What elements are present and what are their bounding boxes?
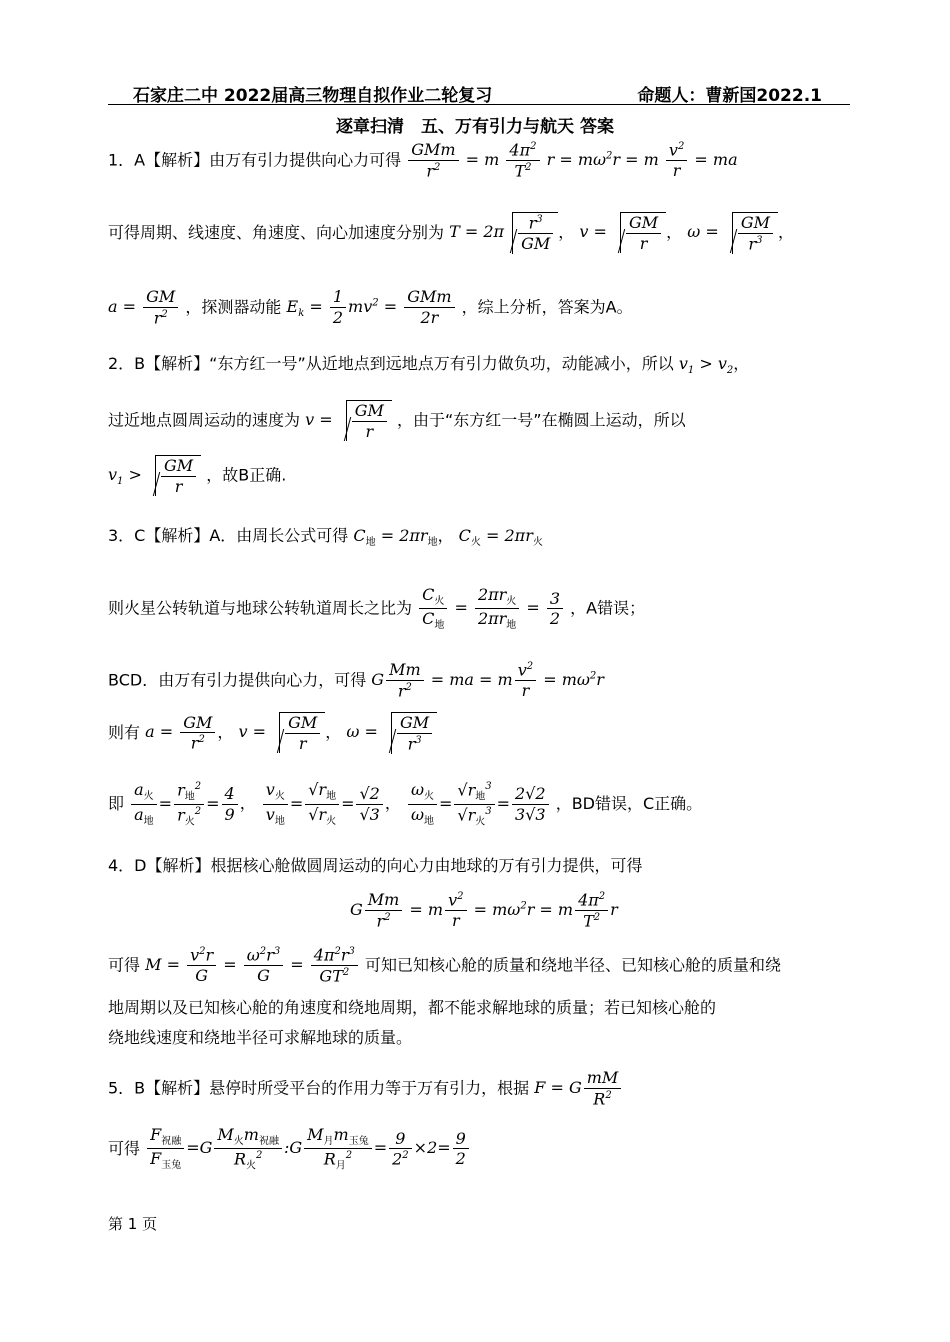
- page-footer: 第 1 页: [108, 1215, 158, 1233]
- q4-formula: G $\frac{Mm}{r^2}$ = m $\frac{v^2}{r}$ = $m\omega^2r = m$ $\frac{4\pi^2}{T^2}$ r: [350, 890, 618, 931]
- q4-line5: 绕地线速度和绕地半径可求解地球的质量。: [108, 1028, 413, 1047]
- q4-line1: 4．D【解析】根据核心舱做圆周运动的向心力由地球的万有引力提供，可得: [108, 856, 643, 875]
- header-right: 命题人：曹新国2022.1: [637, 86, 822, 106]
- q1-line2: 可得周期、线速度、角速度、向心加速度分别为 T = 2π $\frac{r^3}{GM}$ ， v = $\frac{GM}{r}$ ， ω = $\frac{GM}{r^3}$ ，: [108, 213, 795, 253]
- page-header: [108, 78, 850, 105]
- formula: $\frac{\text{GMm}}{r^2}$ = m $\frac{4\pi^2}{T^2}$ $r = m\omega^2r = m$ $\frac{v^2}{r}$ = ma: [406, 150, 737, 169]
- q2-line3: $v_1$ > $\frac{GM}{r}$ ，故B正确.: [108, 456, 287, 496]
- q3-line5: 即 $\frac{a_火}{a_地}$ = $\frac{r_地^2}{r_火^2}$ = $\frac{4}{9}$ ， $\frac{v_火}{v_地}$ = $\frac{√r_地}{√r_火}$ = $\frac{√2}{√3}$ ， $\frac{\omega_火}{\omega_地}$ = $\frac{√r_地^3}{√r_火^3}$ = $\frac{2√2}{3√3}$ ，BD错误，C正确。: [108, 780, 703, 828]
- header-left: 石家庄二中 2022届高三物理自拟作业二轮复习: [133, 86, 493, 106]
- q3-line3: BCD．由万有引力提供向心力，可得 G $\frac{Mm}{r^2}$ = ma = m $\frac{v^2}{r}$ = $m\omega^2r$: [108, 660, 604, 700]
- q5-line1: 5．B【解析】悬停时所受平台的作用力等于万有引力，根据 F = G $\frac{mM}{R^2}$: [108, 1068, 623, 1109]
- q5-line2: 可得 $\frac{F_{祝融}}{F_{玉兔}}$ =G $\frac{M_火m_{祝融}}{R_火^2}$ :G $\frac{M_月m_{玉兔}}{R_月^2}$ = $\frac{9}{2^2}$ ×2= $\frac{9}{2}$: [108, 1125, 471, 1173]
- q1-line1: 1．A【解析】由万有引力提供向心力可得 $\frac{\text{GMm}}{r^2}$ = m $\frac{4\pi^2}{T^2}$ $r = m\omega^2r = m$ $\frac{v^2}{r}$ = ma: [108, 140, 738, 181]
- q2-line1: 2．B【解析】“东方红一号”从近地点到远地点万有引力做负功，动能减小，所以 $v_1 > v_2$，: [108, 354, 750, 377]
- q3-line4: 则有 a = $\frac{GM}{r^2}$ ， v = $\frac{GM}{r}$ ， ω = $\frac{GM}{r^3}$: [108, 712, 437, 754]
- q4-line3: 可得 M = $\frac{v^2r}{G}$ = $\frac{\omega^2r^3}{G}$ = $\frac{4\pi^2r^3}{GT^2}$ 可知已知核心舱的质量和绕地半径、已知核心舱的质量和绕: [108, 945, 781, 986]
- q3-line1: 3．C【解析】A．由周长公式可得 $C_地 = 2\pi r_地$， $C_火 = 2\pi r_火$: [108, 526, 543, 549]
- page-title: 逐章扫清 五、万有引力与航天 答案: [336, 117, 614, 137]
- q2-line2: 过近地点圆周运动的速度为 v = $\frac{GM}{r}$ ，由于“东方红一号”在椭圆上运动，所以: [108, 401, 686, 441]
- q1-line3: a = $\frac{GM}{r^2}$ ，探测器动能 $E_k$ = $\frac{1}{2}$ $mv^2$ = $\frac{\text{GMm}}{2r}$ ，综上分析，答案为A。: [108, 287, 633, 327]
- q4-line4: 地周期以及已知核心舱的角速度和绕地周期，都不能求解地球的质量；若已知核心舱的: [108, 998, 717, 1017]
- q3-line2: 则火星公转轨道与地球公转轨道周长之比为 $\frac{C_火}{C_地}$ = $\frac{2\pi r_火}{2\pi r_地}$ = $\frac{3}{2}$ ，A错误；: [108, 585, 646, 632]
